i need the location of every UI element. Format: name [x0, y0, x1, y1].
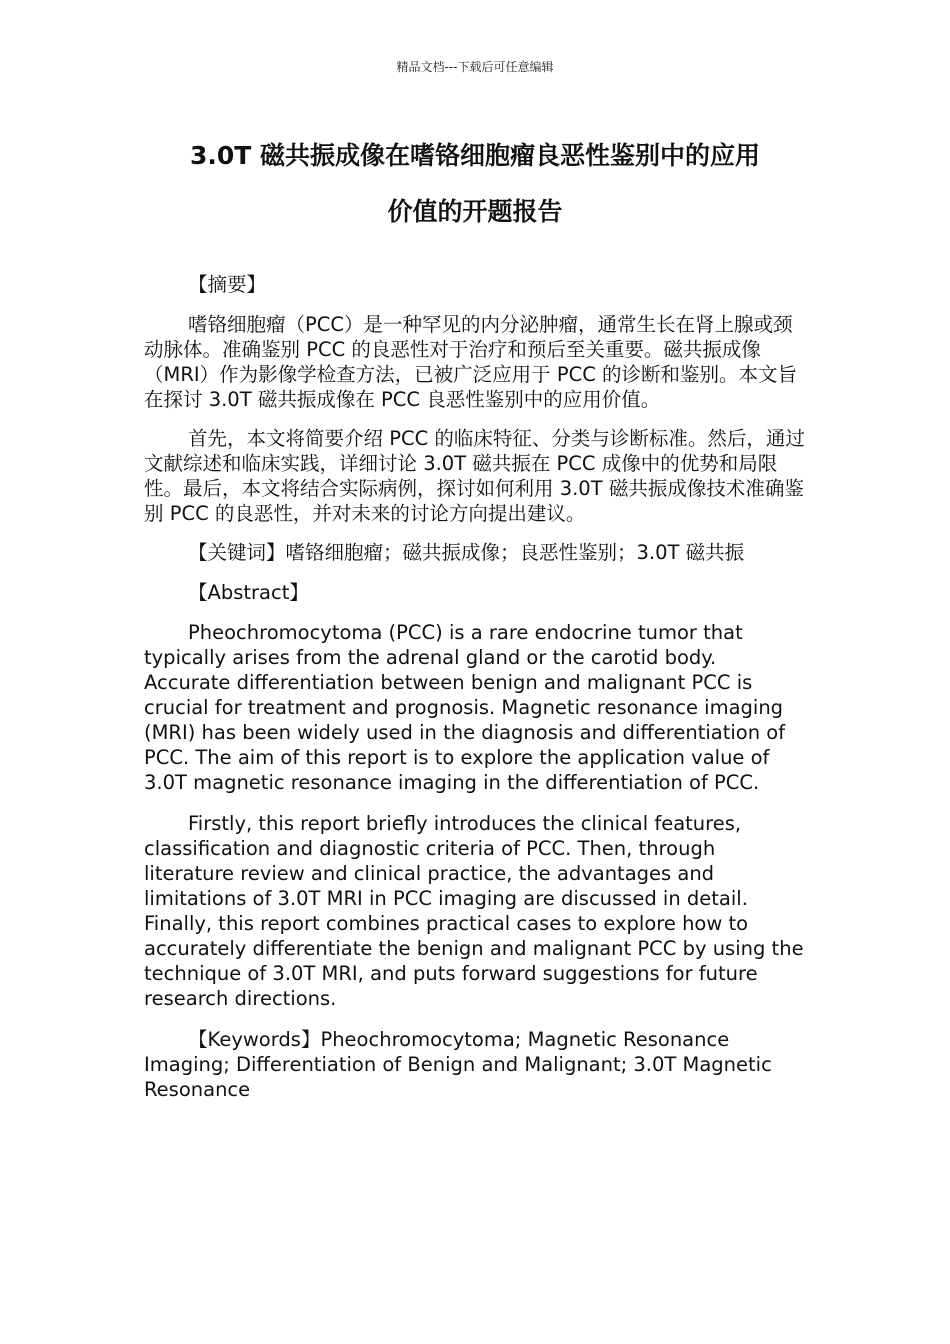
abstract-en-paragraph-1: Pheochromocytoma (PCC) is a rare endocrine tumor that typically arises from the adrenal gland or the carotid body. Accurate differentiation between benign and malignant PCC is crucial for treatment and prognosis. Magnetic resonance imaging (MRI) has been widely used in the diagnosis and differentiation of PCC. The aim of this report is to explore the application value of 3.0T magnetic resonance imaging in the differentiation of PCC. — [144, 621, 786, 794]
keywords-en: 【Keywords】Pheochromocytoma; Magnetic Resonance Imaging; Differentiation of Benign and Malignant; 3.0T Magnetic Resonance — [144, 1028, 772, 1101]
abstract-en-paragraph-2: Firstly, this report briefly introduces the clinical features, classification and diagnostic criteria of PCC. Then, through literature review and clinical practice, the advantages and limitations of 3.0T MRI in PCC imaging are discussed in detail. Finally, this report combines practical cases to explore how to accurately differentiate the benign and malignant PCC by using the technique of 3.0T MRI, and puts forward suggestions for future research directions. — [144, 812, 804, 1010]
keywords-cn: 【关键词】嗜铬细胞瘤；磁共振成像；良恶性鉴别；3.0T 磁共振 — [188, 541, 745, 564]
abstract-en-heading: 【Abstract】 — [188, 581, 309, 604]
document-title-line-1: 3.0T 磁共振成像在嗜铬细胞瘤良恶性鉴别中的应用 — [189, 141, 761, 170]
document-title-line-2: 价值的开题报告 — [387, 197, 563, 226]
header-note: 精品文档---下载后可任意编辑 — [396, 60, 554, 74]
document-body — [144, 272, 806, 1116]
abstract-cn-paragraph-1: 嗜铬细胞瘤（PCC）是一种罕见的内分泌肿瘤，通常生长在肾上腺或颈动脉体。准确鉴别 PCC 的良恶性对于治疗和预后至关重要。磁共振成像（MRI）作为影像学检查方法，已被广泛应用于 PCC 的诊断和鉴别。本文旨在探讨 3.0T 磁共振成像在 PCC 良恶性鉴别中的应用价值。 — [144, 313, 798, 411]
abstract-cn-heading: 【摘要】 — [188, 273, 267, 296]
abstract-cn-paragraph-2: 首先，本文将简要介绍 PCC 的临床特征、分类与诊断标准。然后，通过文献综述和临床实践，详细讨论 3.0T 磁共振在 PCC 成像中的优势和局限性。最后，本文将结合实际病例，探讨如何利用 3.0T 磁共振成像技术准确鉴别 PCC 的良恶性，并对未来的讨论方向提出建议。 — [144, 427, 805, 525]
